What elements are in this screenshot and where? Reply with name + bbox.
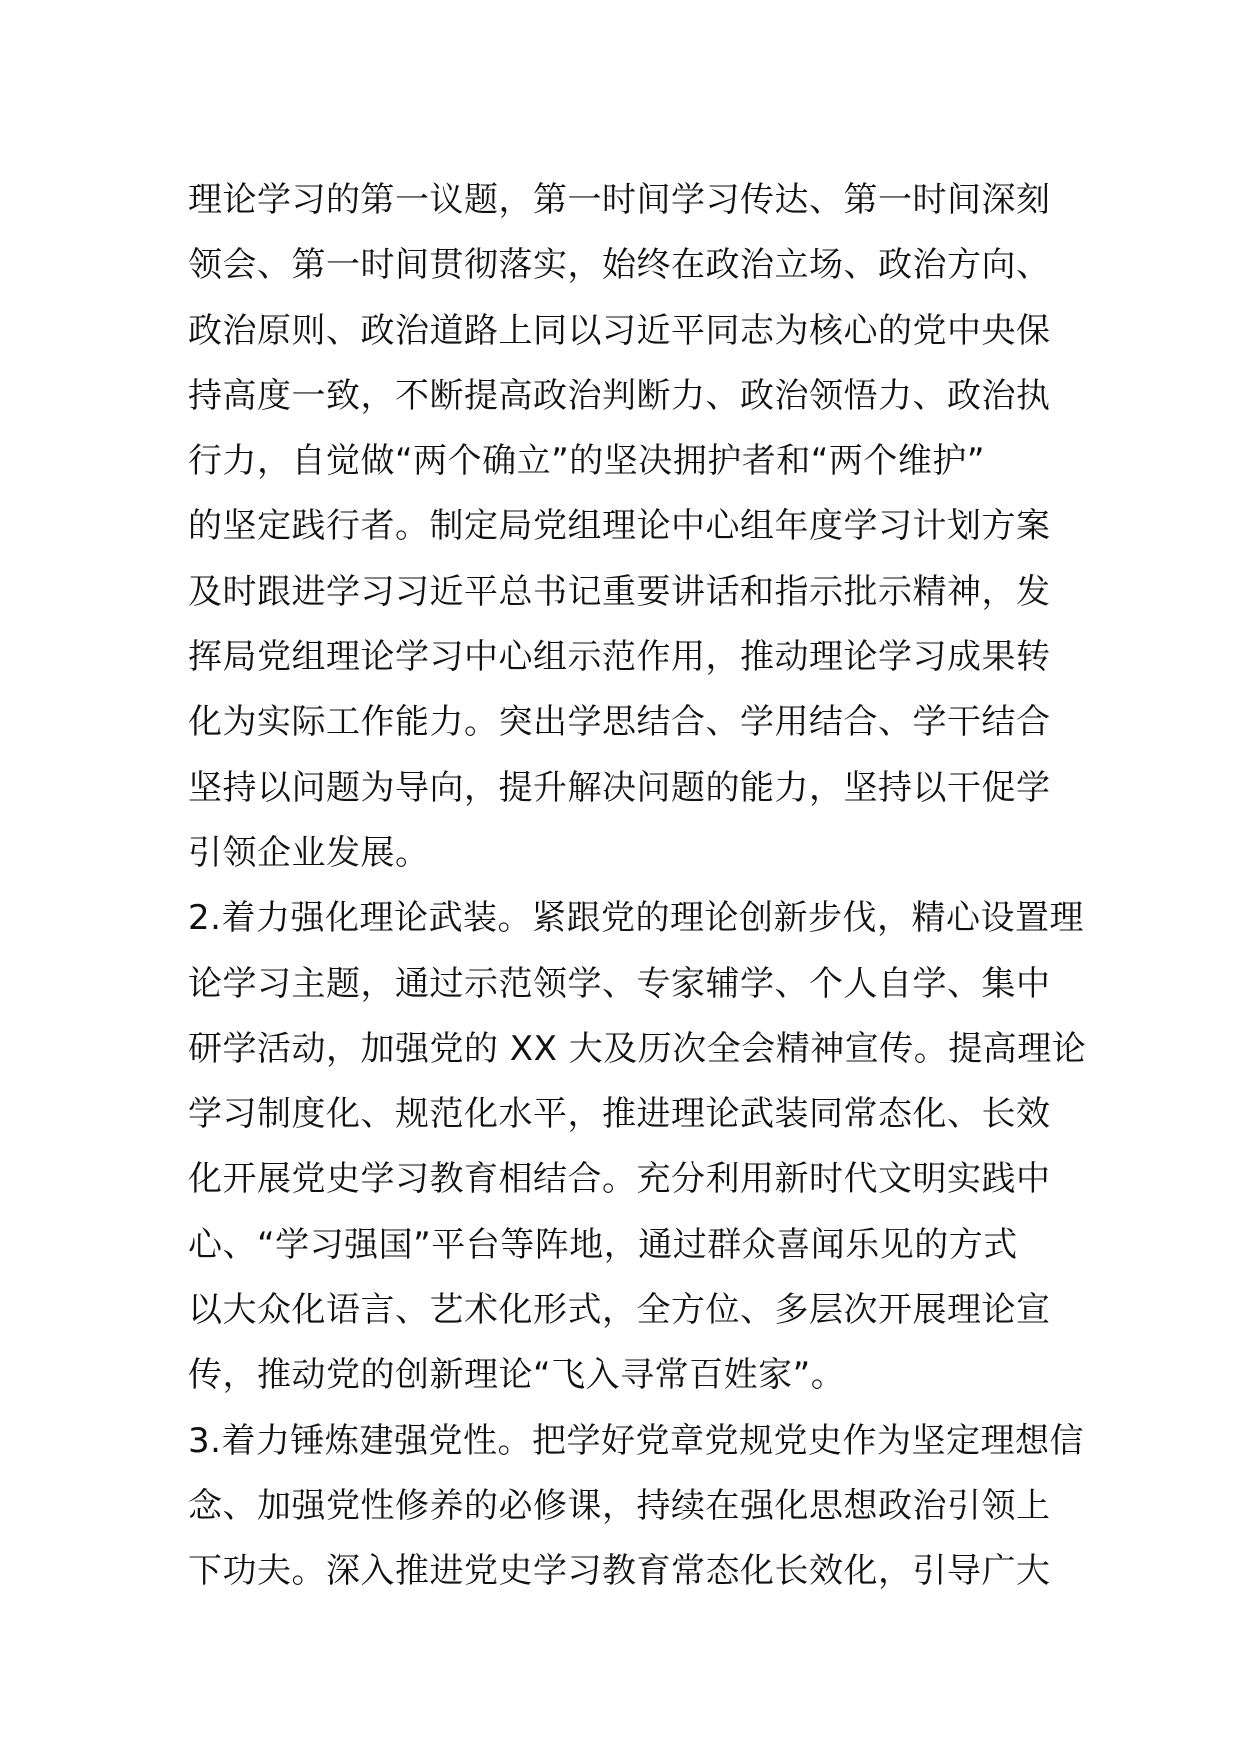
text-line: 理论学习的第一议题，第一时间学习传达、第一时间深刻 <box>188 180 1051 220</box>
text-line: 心、“学习强国”平台等阵地，通过群众喜闻乐见的方式 <box>188 1224 1018 1265</box>
section-heading-line: 3.着力锤炼建强党性。把学好党章党规党史作为坚定理想信 <box>188 1420 1084 1461</box>
text-line: 念、加强党性修养的必修课，持续在强化思想政治引领上 <box>188 1485 1051 1526</box>
text-line: 坚持以问题为导向，提升解决问题的能力，坚持以干促学 <box>188 767 1051 808</box>
text-line: 以大众化语言、艺术化形式，全方位、多层次开展理论宣 <box>188 1290 1051 1331</box>
text-line: 论学习主题，通过示范领学、专家辅学、个人自学、集中 <box>188 963 1051 1004</box>
text-line: 化为实际工作能力。突出学思结合、学用结合、学干结合 <box>188 702 1051 743</box>
text-line: 挥局党组理论学习中心组示范作用，推动理论学习成果转 <box>188 637 1051 678</box>
text-line: 及时跟进学习习近平总书记重要讲话和指示批示精神，发 <box>188 571 1051 612</box>
text-line: 研学活动，加强党的 XX 大及历次全会精神宣传。提高理论 <box>188 1028 1087 1069</box>
text-line: 引领企业发展。 <box>188 832 430 873</box>
text-line: 下功夫。深入推进党史学习教育常态化长效化，引导广大 <box>188 1551 1051 1592</box>
text-line: 传，推动党的创新理论“飞入寻常百姓家”。 <box>188 1355 846 1396</box>
text-line: 政治原则、政治道路上同以习近平同志为核心的党中央保 <box>188 310 1051 351</box>
text-line: 领会、第一时间贯彻落实，始终在政治立场、政治方向、 <box>188 245 1051 286</box>
text-line: 学习制度化、规范化水平，推进理论武装同常态化、长效 <box>188 1094 1051 1135</box>
body-text <box>188 168 1087 1605</box>
text-line: 行力，自觉做“两个确立”的坚决拥护者和“两个维护” <box>188 441 985 482</box>
text-line: 化开展党史学习教育相结合。充分利用新时代文明实践中 <box>188 1159 1051 1200</box>
text-line: 持高度一致，不断提高政治判断力、政治领悟力、政治执 <box>188 375 1051 416</box>
section-heading-line: 2.着力强化理论武装。紧跟党的理论创新步伐，精心设置理 <box>188 898 1084 939</box>
text-line: 的坚定践行者。制定局党组理论中心组年度学习计划方案 <box>188 506 1051 547</box>
